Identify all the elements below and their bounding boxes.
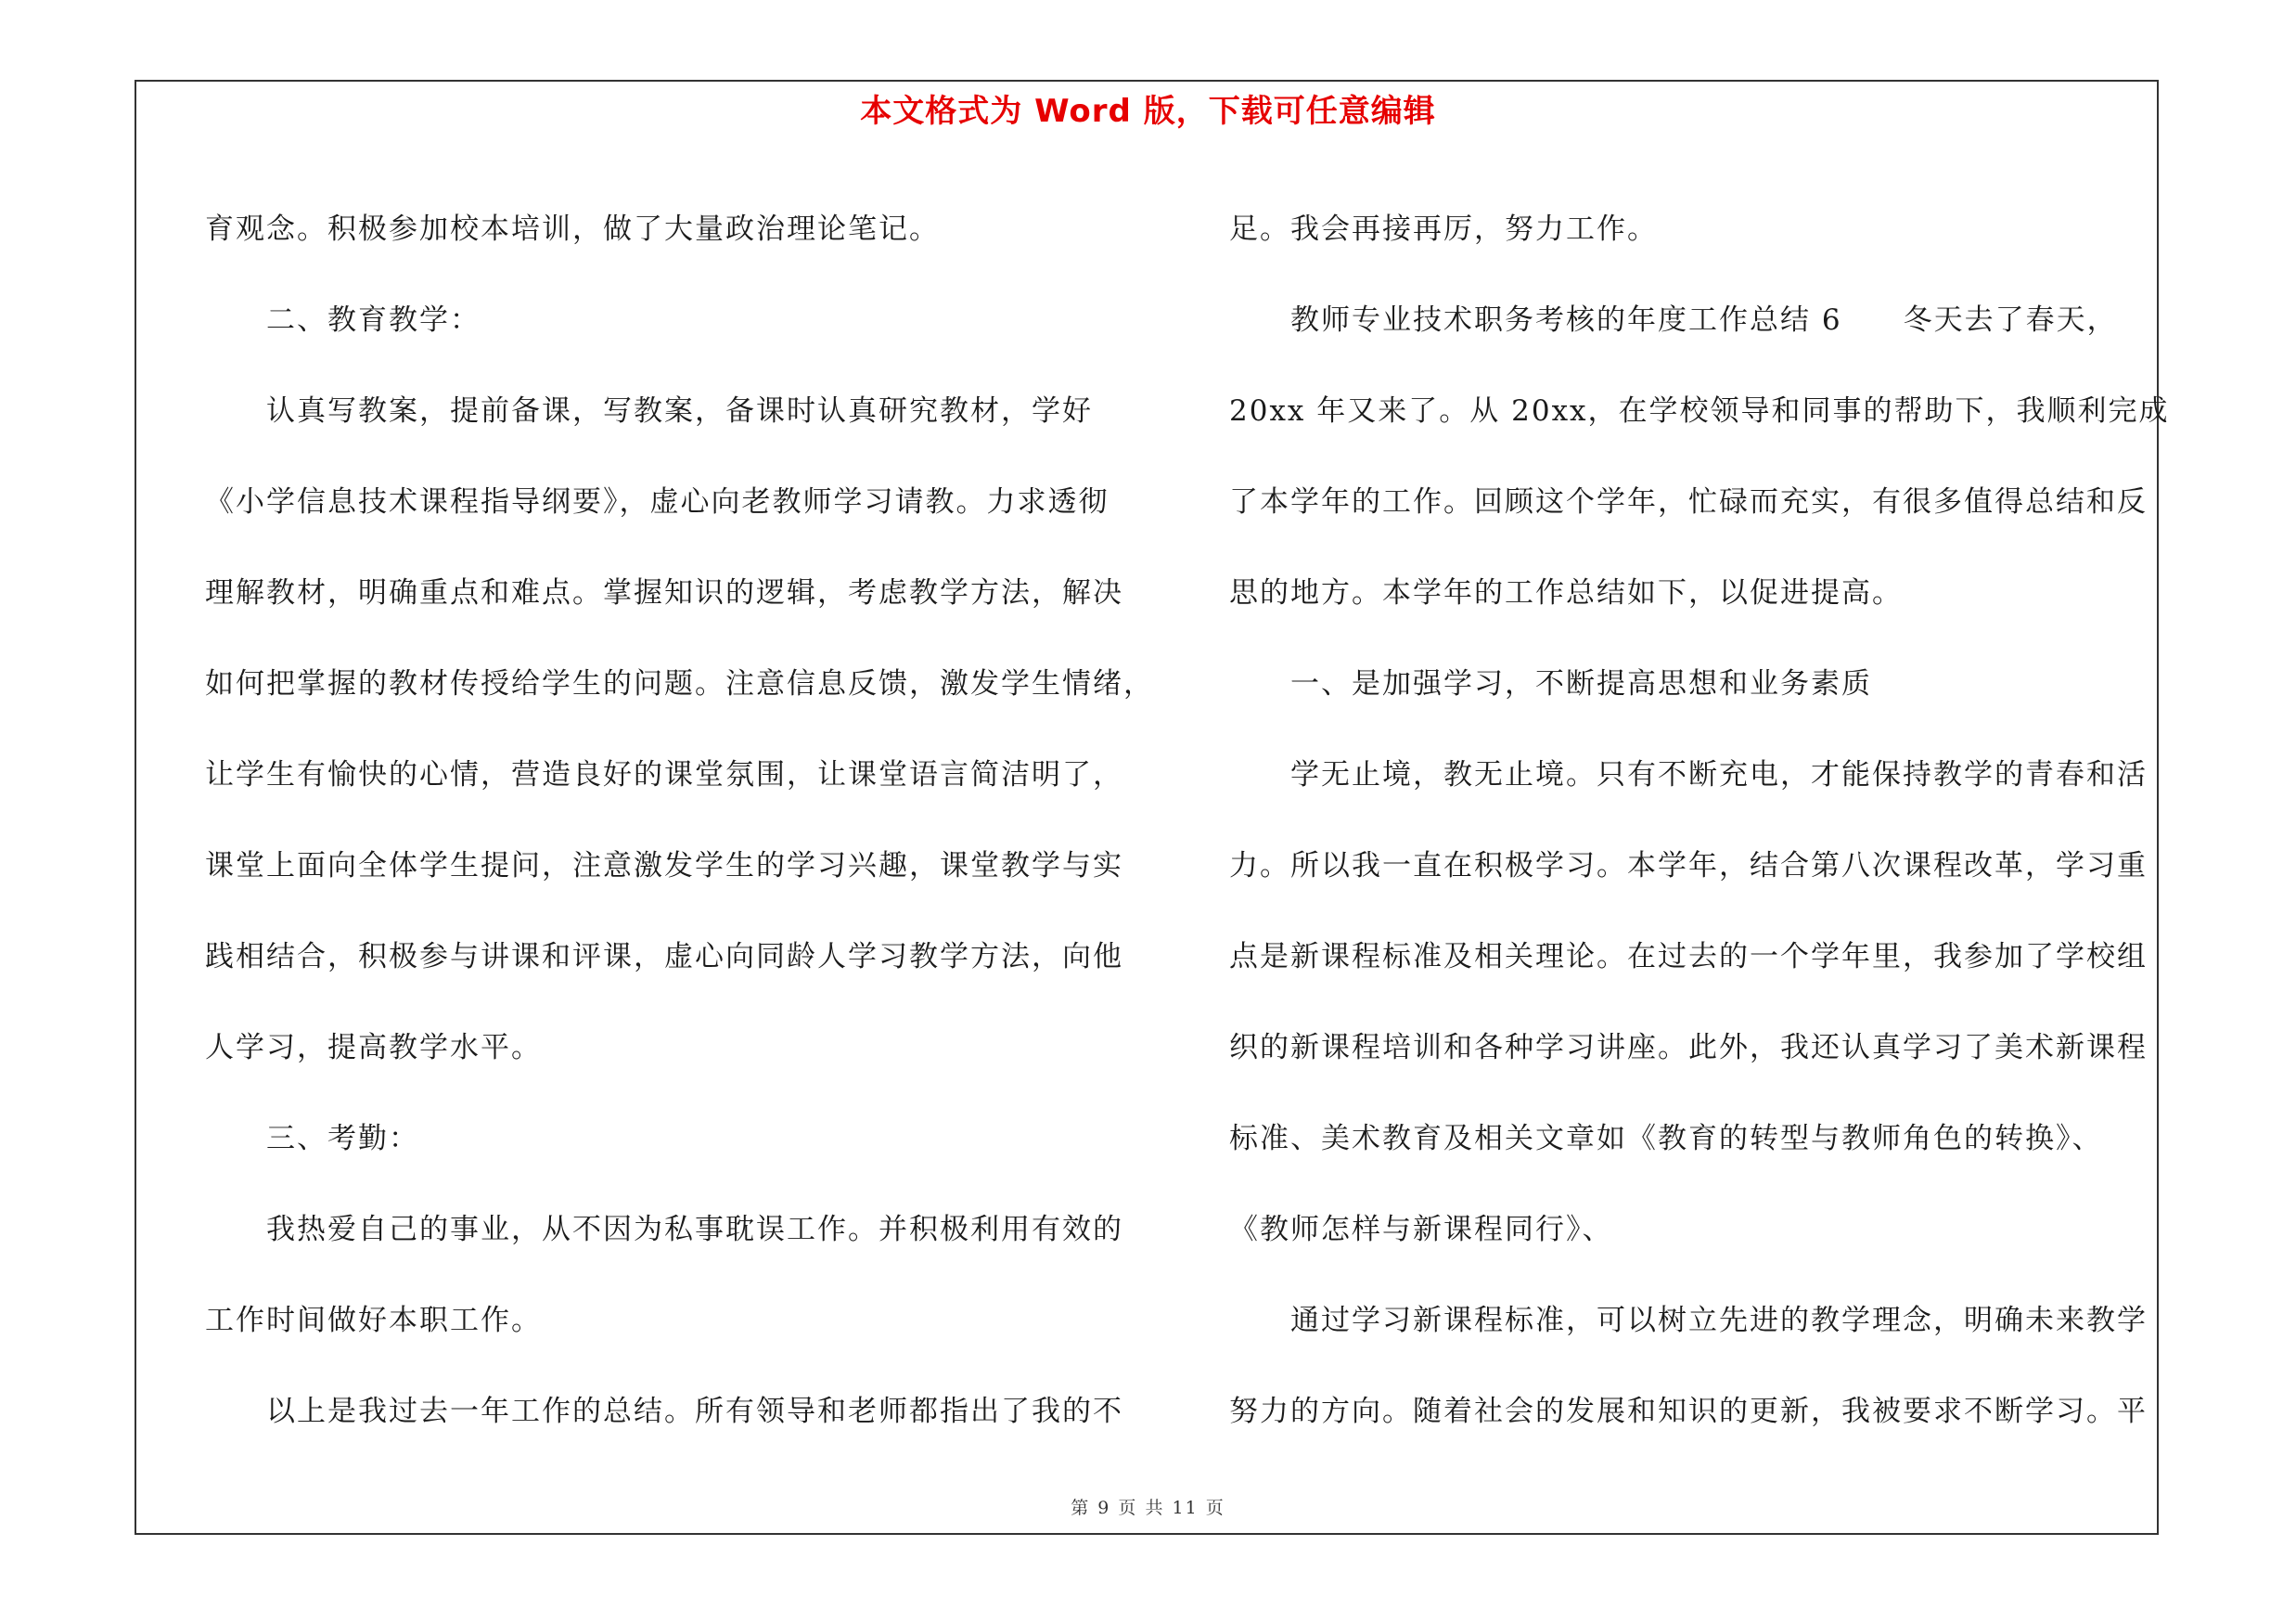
paragraph-line: 思的地方。本学年的工作总结如下，以促进提高。 xyxy=(1229,576,1903,610)
paragraph-line: 践相结合，积极参与讲课和评课，虚心向同龄人学习教学方法，向他 xyxy=(205,940,1123,973)
paragraph-line: 如何把掌握的教材传授给学生的问题。注意信息反馈，激发学生情绪， xyxy=(205,667,1154,701)
paragraph-line: 努力的方向。随着社会的发展和知识的更新，我被要求不断学习。平 xyxy=(1229,1395,2148,1428)
paragraph-line: 课堂上面向全体学生提问，注意激发学生的学习兴趣，课堂教学与实 xyxy=(205,849,1123,882)
paragraph-line: 理解教材，明确重点和难点。掌握知识的逻辑，考虑教学方法，解决 xyxy=(205,576,1123,610)
paragraph-line: 我热爱自己的事业，从不因为私事耽误工作。并积极利用有效的 xyxy=(266,1213,1123,1246)
left-text-column xyxy=(205,184,1154,1457)
paragraph-line: 三、考勤： xyxy=(266,1122,419,1155)
paragraph-line: 育观念。积极参加校本培训，做了大量政治理论笔记。 xyxy=(205,213,940,246)
paragraph-line: 让学生有愉快的心情，营造良好的课堂氛围，让课堂语言简洁明了， xyxy=(205,758,1123,792)
paragraph-line: 织的新课程培训和各种学习讲座。此外，我还认真学习了美术新课程 xyxy=(1229,1031,2148,1064)
paragraph-line: 教师专业技术职务考核的年度工作总结 6 冬天去了春天， xyxy=(1290,303,2118,337)
right-text-column xyxy=(1229,184,2170,1457)
paragraph-line: 工作时间做好本职工作。 xyxy=(205,1304,542,1337)
paragraph-line: 力。所以我一直在积极学习。本学年，结合第八次课程改革，学习重 xyxy=(1229,849,2148,882)
paragraph-line: 认真写教案，提前备课，写教案，备课时认真研究教材，学好 xyxy=(266,394,1093,428)
paragraph-line: 以上是我过去一年工作的总结。所有领导和老师都指出了我的不 xyxy=(266,1395,1123,1428)
paragraph-line: 通过学习新课程标准，可以树立先进的教学理念，明确未来教学 xyxy=(1290,1304,2148,1337)
page-number: 第 9 页 共 11 页 xyxy=(1071,1498,1225,1518)
paragraph-line: 了本学年的工作。回顾这个学年，忙碌而充实，有很多值得总结和反 xyxy=(1229,485,2148,519)
paragraph-line: 点是新课程标准及相关理论。在过去的一个学年里，我参加了学校组 xyxy=(1229,940,2148,973)
paragraph-line: 学无止境，教无止境。只有不断充电，才能保持教学的青春和活 xyxy=(1290,758,2148,792)
paragraph-line: 二、教育教学： xyxy=(266,303,481,337)
paragraph-line: 《教师怎样与新课程同行》、 xyxy=(1229,1213,1613,1246)
paragraph-line: 足。我会再接再厉，努力工作。 xyxy=(1229,213,1658,246)
document-banner: 本文格式为 Word 版，下载可任意编辑 xyxy=(860,93,1436,130)
paragraph-line: 人学习，提高教学水平。 xyxy=(205,1031,542,1064)
paragraph-line: 一、是加强学习，不断提高思想和业务素质 xyxy=(1290,667,1872,701)
paragraph-line: 20xx 年又来了。从 20xx，在学校领导和同事的帮助下，我顺利完成 xyxy=(1229,394,2170,428)
paragraph-line: 《小学信息技术课程指导纲要》，虚心向老教师学习请教。力求透彻 xyxy=(205,485,1110,519)
paragraph-line: 标准、美术教育及相关文章如《教育的转型与教师角色的转换》、 xyxy=(1229,1122,2103,1155)
